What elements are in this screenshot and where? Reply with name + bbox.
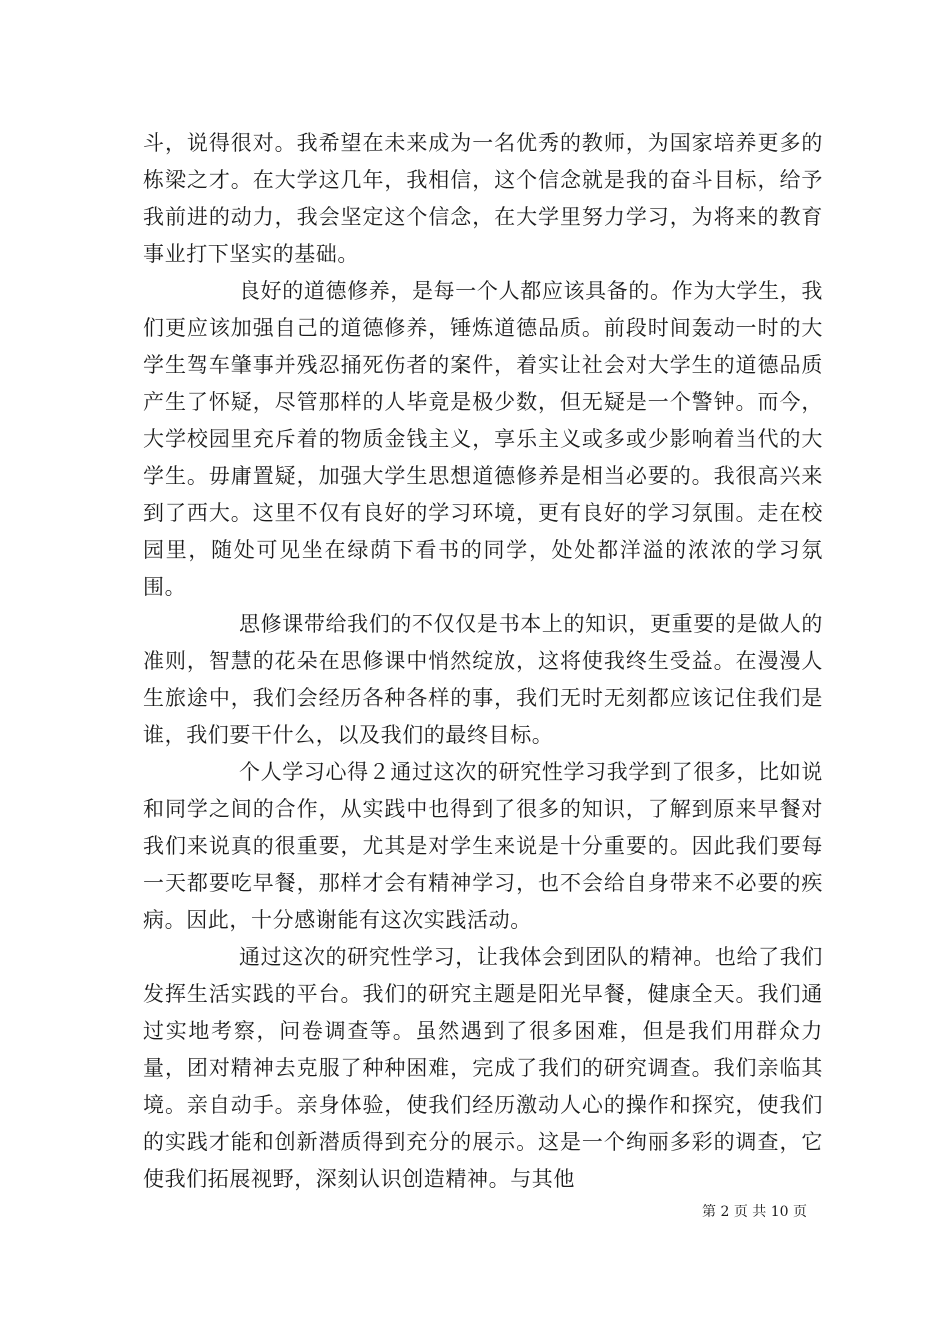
page-number-footer: 第 2 页 共 10 页: [702, 1204, 807, 1220]
paragraph-2: 良好的道德修养，是每一个人都应该具备的。作为大学生，我们更应该加强自己的道德修养，锤炼道德品质。前段时间轰动一时的大学生驾车肇事并残忍捅死伤者的案件，着实让社会对大学生的道德品质产生了怀疑，尽管那样的人毕竟是极少数，但无疑是一个警钟。而今，大学校园里充斥着的物质金钱主义，享乐主义或多或少影响着当代的大学生。毋庸置疑，加强大学生思想道德修养是相当必要的。我很高兴来到了西大。这里不仅有良好的学习环境，更有良好的学习氛围。走在校园里，随处可见坐在绿荫下看书的同学，处处都洋溢的浓浓的学习氛围。: [143, 279, 823, 599]
paragraph-4: 个人学习心得２通过这次的研究性学习我学到了很多，比如说和同学之间的合作，从实践中也得到了很多的知识，了解到原来早餐对我们来说真的很重要，尤其是对学生来说是十分重要的。因此我们要每一天都要吃早餐，那样才会有精神学习，也不会给自身带来不必要的疾病。因此，十分感谢能有这次实践活动。: [143, 760, 823, 932]
paragraph-3: 思修课带给我们的不仅仅是书本上的知识，更重要的是做人的准则，智慧的花朵在思修课中悄然绽放，这将使我终生受益。在漫漫人生旅途中，我们会经历各种各样的事，我们无时无刻都应该记住我们是谁，我们要干什么，以及我们的最终目标。: [143, 612, 823, 747]
document-body: [143, 125, 823, 1198]
paragraph-1: 斗，说得很对。我希望在未来成为一名优秀的教师，为国家培养更多的栋梁之才。在大学这几年，我相信，这个信念就是我的奋斗目标，给予我前进的动力，我会坚定这个信念，在大学里努力学习，为将来的教育事业打下坚实的基础。: [143, 131, 823, 266]
paragraph-5: 通过这次的研究性学习，让我体会到团队的精神。也给了我们发挥生活实践的平台。我们的研究主题是阳光早餐，健康全天。我们通过实地考察，问卷调查等。虽然遇到了很多困难，但是我们用群众力量，团对精神去克服了种种困难，完成了我们的研究调查。我们亲临其境。亲自动手。亲身体验，使我们经历激动人心的操作和探究，使我们的实践才能和创新潜质得到充分的展示。这是一个绚丽多彩的调查，它使我们拓展视野，深刻认识创造精神。与其他: [143, 945, 823, 1191]
